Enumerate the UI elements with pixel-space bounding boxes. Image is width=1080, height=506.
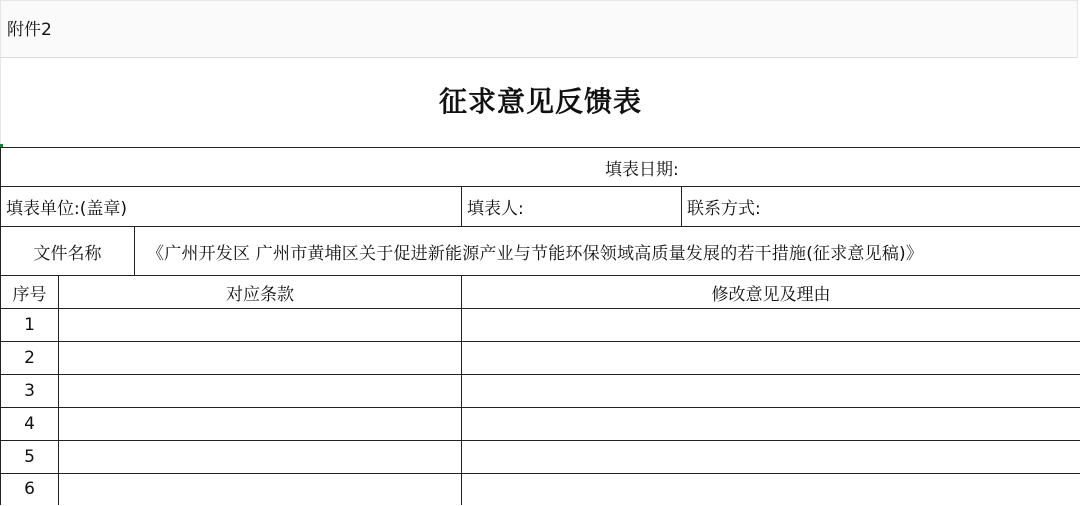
clause-cell[interactable] [59, 375, 462, 408]
table-row [1, 441, 1080, 474]
contact-label[interactable]: 联系方式: [682, 187, 1080, 227]
title-area [0, 58, 1080, 146]
table-header-row [1, 276, 1080, 309]
filler-label[interactable]: 填表人: [462, 187, 682, 227]
filler-info-row [1, 187, 1080, 227]
table-row [1, 342, 1080, 375]
table-row [1, 375, 1080, 408]
fill-unit-label[interactable]: 填表单位:(盖章) [1, 187, 462, 227]
table-row [1, 408, 1080, 441]
column-header-clause: 对应条款 [59, 276, 462, 309]
table-row [1, 474, 1080, 505]
document-name-label: 文件名称 [1, 227, 135, 276]
row-number: 2 [1, 342, 59, 375]
page-title: 征求意见反馈表 [438, 85, 642, 118]
column-header-opinion: 修改意见及理由 [462, 276, 1080, 309]
opinion-cell[interactable] [462, 342, 1080, 375]
column-header-number: 序号 [1, 276, 59, 309]
fill-date-label[interactable]: 填表日期: [1, 148, 1080, 187]
clause-cell[interactable] [59, 474, 462, 505]
row-number: 1 [1, 309, 59, 342]
opinion-cell[interactable] [462, 375, 1080, 408]
feedback-form-table [0, 147, 1080, 505]
document-name-row [1, 227, 1080, 276]
attachment-header [0, 0, 1078, 58]
attachment-label: 附件2 [7, 20, 52, 40]
row-number: 5 [1, 441, 59, 474]
row-number: 6 [1, 474, 59, 505]
table-row [1, 309, 1080, 342]
opinion-cell[interactable] [462, 309, 1080, 342]
row-number: 3 [1, 375, 59, 408]
clause-cell[interactable] [59, 309, 462, 342]
clause-cell[interactable] [59, 342, 462, 375]
opinion-cell[interactable] [462, 408, 1080, 441]
opinion-cell[interactable] [462, 441, 1080, 474]
clause-cell[interactable] [59, 408, 462, 441]
document-name-value: 《广州开发区 广州市黄埔区关于促进新能源产业与节能环保领域高质量发展的若干措施(征求意见稿)》 [135, 227, 1080, 276]
clause-cell[interactable] [59, 441, 462, 474]
opinion-cell[interactable] [462, 474, 1080, 505]
row-number: 4 [1, 408, 59, 441]
fill-date-row [1, 148, 1080, 187]
